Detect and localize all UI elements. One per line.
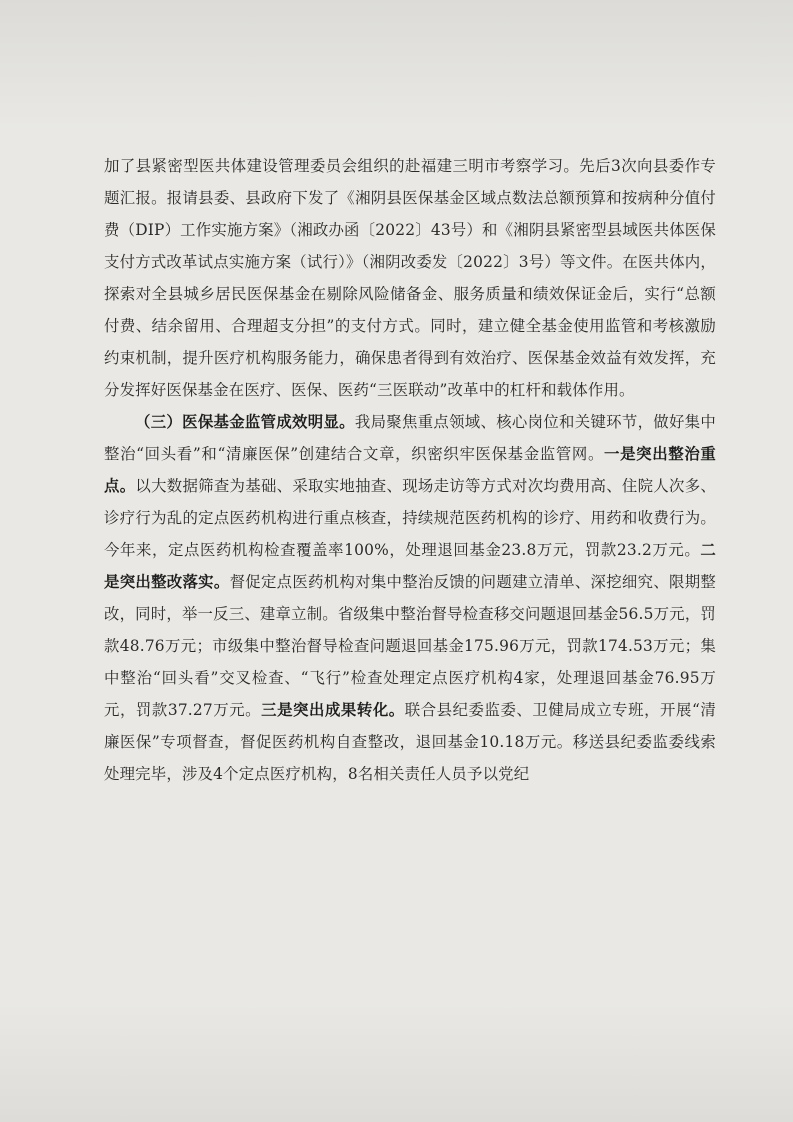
document-body <box>104 150 716 790</box>
text-segment: 督促定点医药机构对集中整治反馈的问题建立清单、深挖细究、限期整改，同时，举一反三、建章立制。省级集中整治督导检查移交问题退回基金56.5万元，罚款48.76万元；市级集中整治督导检查问题退回基金175.96万元，罚款174.53万元；集中整治“回头看”交叉检查、“飞行”检查处理定点医疗机构4家，处理退回基金76.95万元，罚款37.27万元。 <box>104 573 716 719</box>
text-segment: 我局聚焦重点领域、核心岗位和关键环节，做好集中整治“回头看”和“清廉医保”创建结合文章，织密织牢医保基金监管网。 <box>104 413 716 463</box>
subheading-rectification-implementation: 二是突出整改落实。 <box>104 541 716 591</box>
paragraph-fund-supervision <box>104 406 716 790</box>
text-segment: 以大数据筛查为基础、采取实地抽查、现场走访等方式对次均费用高、住院人次多、诊疗行为乱的定点医药机构进行重点核查，持续规范医药机构的诊疗、用药和收费行为。今年来，定点医药机构检查覆盖率100%，处理退回基金23.8万元，罚款23.2万元。 <box>104 477 716 559</box>
scan-shadow-top <box>0 0 793 130</box>
subheading-rectification-focus: 一是突出整治重点。 <box>104 445 716 495</box>
text-segment: 联合县纪委监委、卫健局成立专班，开展“清廉医保”专项督查，督促医药机构自查整改，退回基金10.18万元。移送县纪委监委线索处理完毕，涉及4个定点医疗机构，8名相关责任人员予以党纪 <box>104 701 716 783</box>
text-segment: 加了县紧密型医共体建设管理委员会组织的赴福建三明市考察学习。先后3次向县委作专题汇报。报请县委、县政府下发了《湘阴县医保基金区域点数法总额预算和按病种分值付费（DIP）工作实施方案》（湘政办函〔2022〕43号）和《湘阴县紧密型县域医共体医保支付方式改革试点实施方案（试行）》（湘阴改委发〔2022〕3号）等文件。在医共体内，探索对全县城乡居民医保基金在剔除风险储备金、服务质量和绩效保证金后，实行“总额付费、结余留用、合理超支分担”的支付方式。同时，建立健全基金使用监管和考核激励约束机制，提升医疗机构服务能力，确保患者得到有效治疗、医保基金效益有效发挥，充分发挥好医保基金在医疗、医保、医药“三医联动”改革中的杠杆和载体作用。 <box>104 157 716 399</box>
paragraph-continuation <box>104 150 716 406</box>
section-heading-fund-supervision: （三）医保基金监管成效明显。 <box>135 413 355 431</box>
subheading-result-transformation: 三是突出成果转化。 <box>261 701 405 719</box>
scan-shadow-bottom <box>0 1002 793 1122</box>
